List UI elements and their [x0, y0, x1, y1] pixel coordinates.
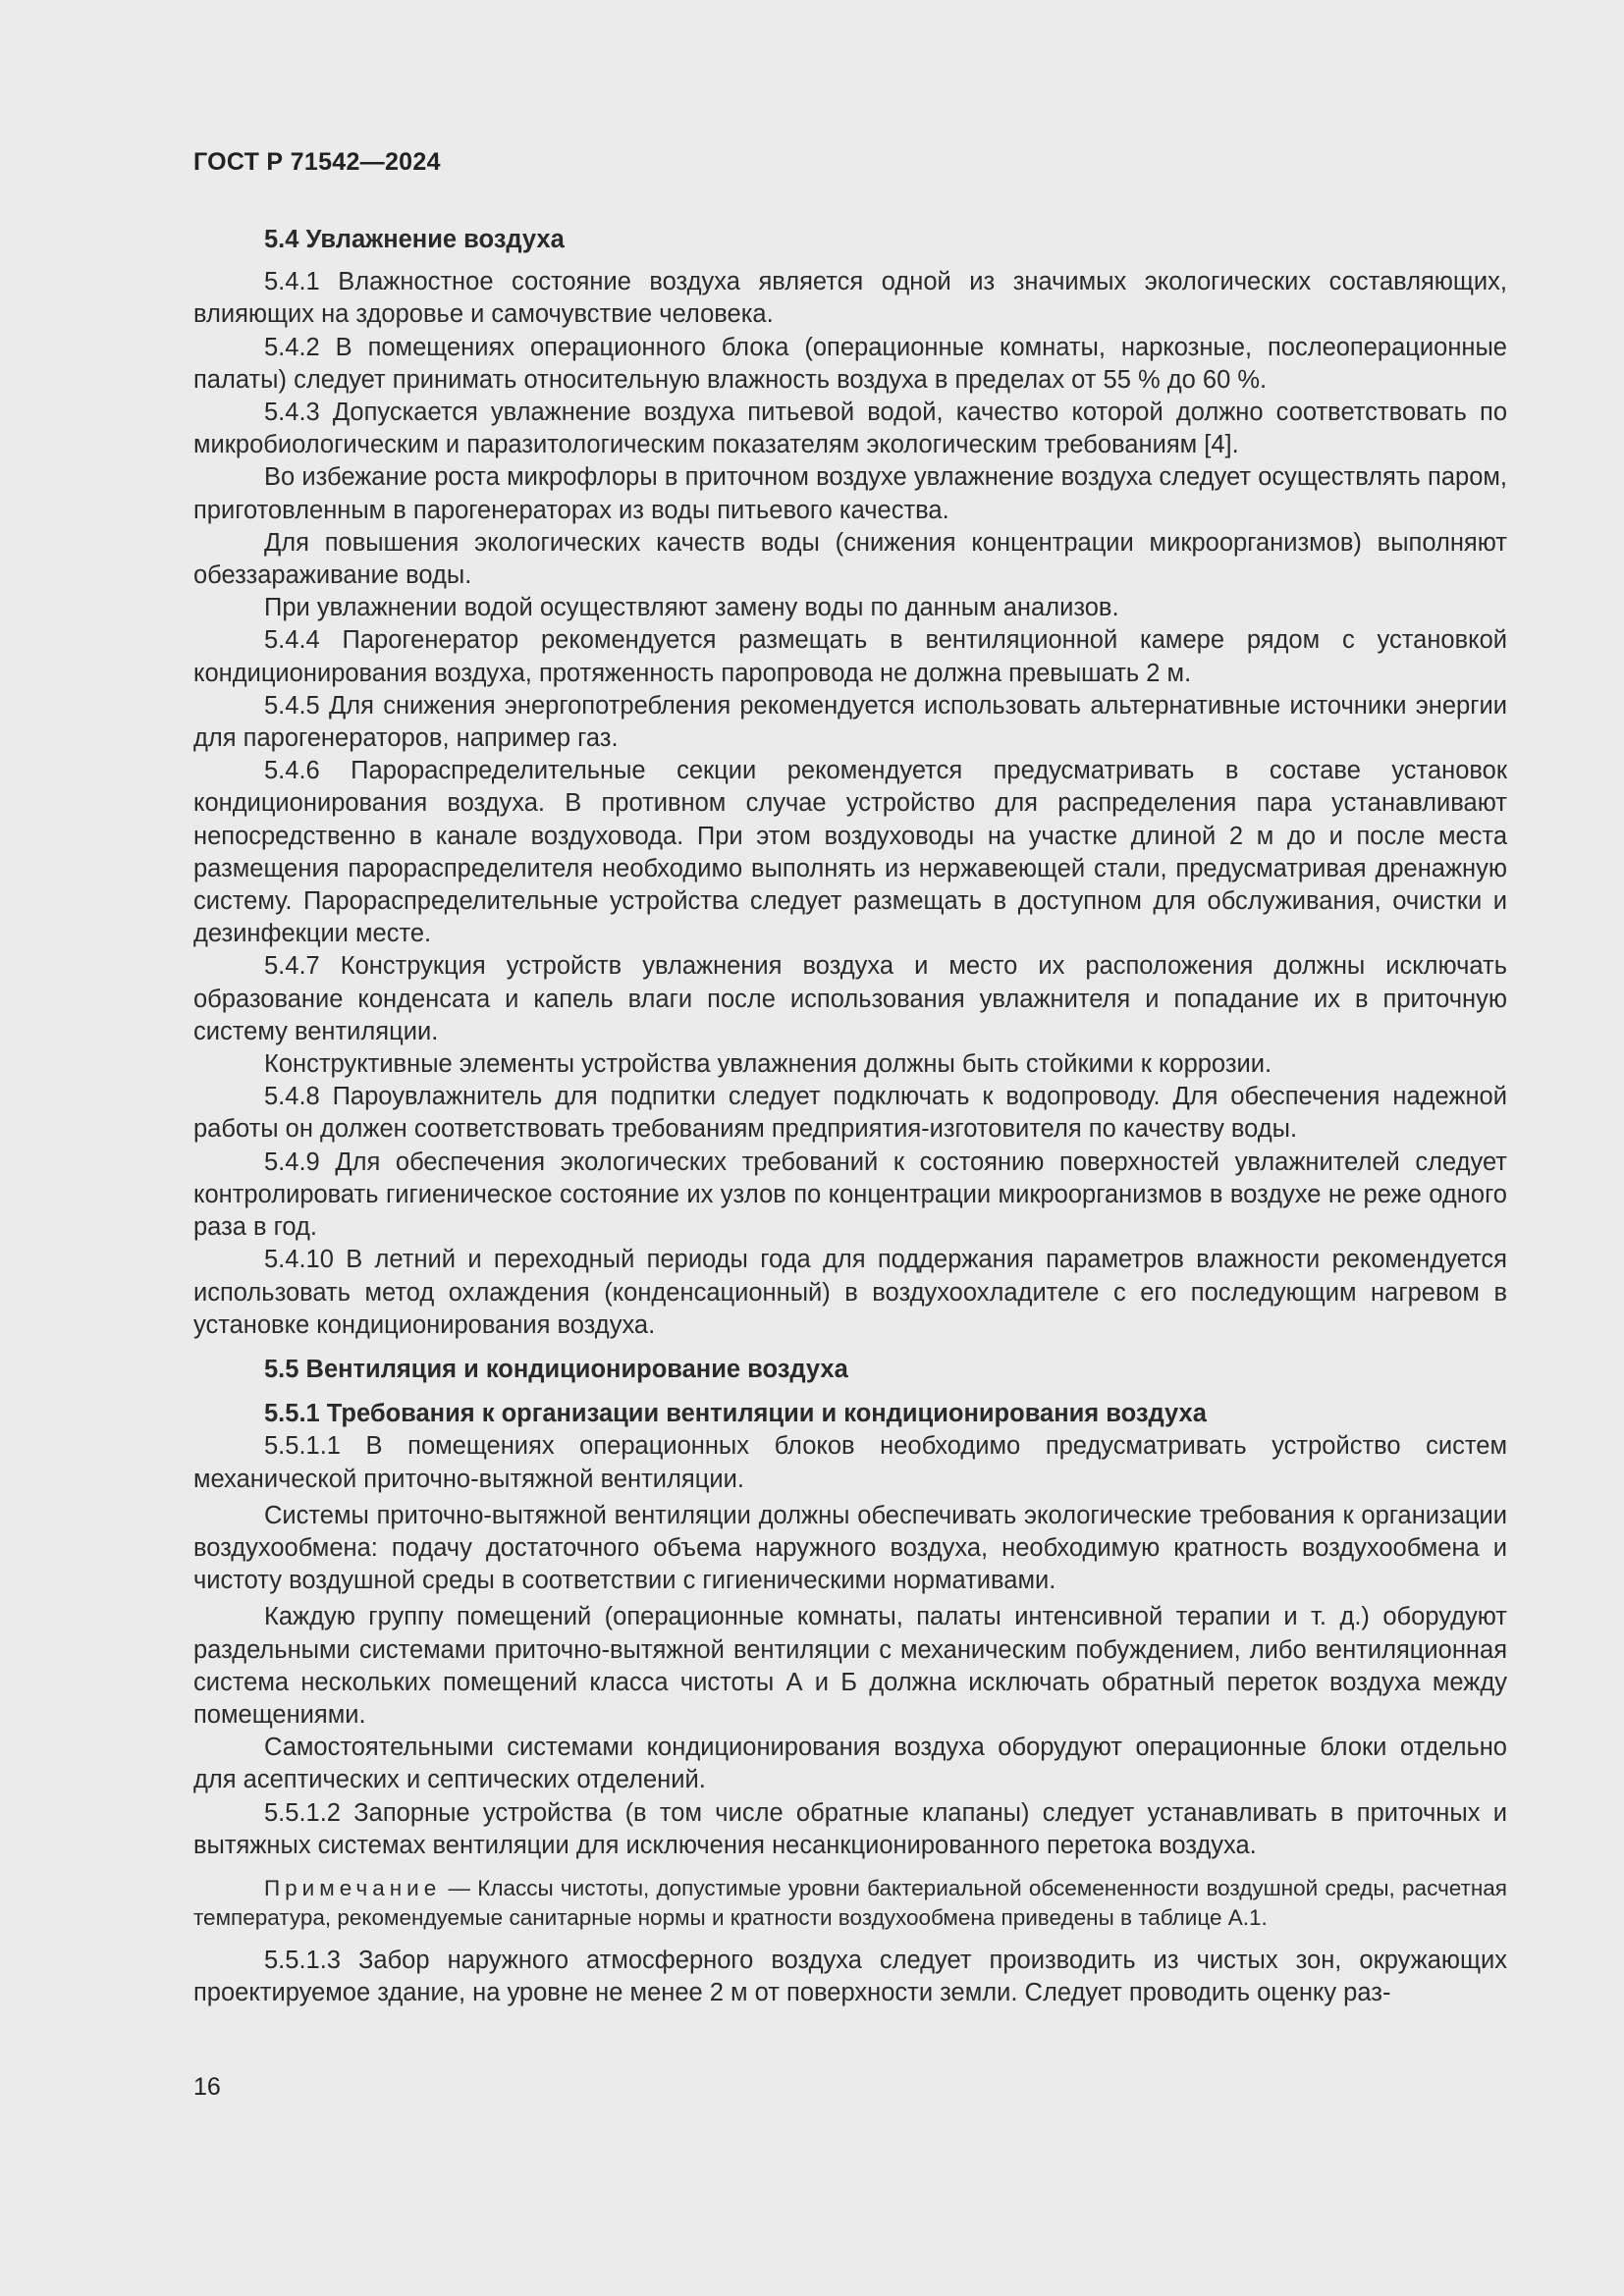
paragraph-5-4-6: 5.4.6 Парораспределительные секции рекомендуется предусматривать в составе установок кондиционирования воздуха. В противном случае устройство для распределения пара устанавливают непосредственно в канале воздуховода. При этом воздуховоды на участке длиной 2 м до и после места размещения парораспределителя необходимо выполнять из нержавеющей стали, предусматривая дренажную систему. Парораспределительные устройства следует размещать в доступном для обслуживания, очистки и дезинфекции месте.	[193, 757, 1507, 948]
section-5-5-title: 5.5 Вентиляция и кондиционирование воздуха	[264, 1355, 848, 1383]
paragraph-5-5-1-2: 5.5.1.2 Запорные устройства (в том числе обратные клапаны) следует устанавливать в приточных и вытяжных системах вентиляции для исключения несанкционированного перетока воздуха.	[193, 1798, 1507, 1859]
paragraph-5-4-2: 5.4.2 В помещениях операционного блока (операционные комнаты, наркозные, послеоперационные палаты) следует принимать относительную влажность воздуха в пределах от 55 % до 60 %.	[193, 333, 1507, 394]
paragraph-5-5-1-1: 5.5.1.1 В помещениях операционных блоков необходимо предусматривать устройство систем механической приточно-вытяжной вентиляции.	[193, 1432, 1507, 1493]
paragraph-5-4-8: 5.4.8 Пароувлажнитель для подпитки следует подключать к водопроводу. Для обеспечения надежной работы он должен соответствовать требованиям предприятия-изготовителя по качеству воды.	[193, 1083, 1507, 1144]
paragraph-5-4-7: 5.4.7 Конструкция устройств увлажнения воздуха и место их расположения должны исключать образование конденсата и капель влаги после использования увлажнителя и попадание их в приточную систему вентиляции.	[193, 952, 1507, 1045]
note-paragraph	[193, 1874, 1507, 1933]
paragraph-ventilation-systems: Системы приточно-вытяжной вентиляции должны обеспечивать экологические требования к организации воздухообмена: подачу достаточного объема наружного воздуха, необходимую кратность воздухообмена и чистоту воздушной среды в соответствии с гигиеническими нормативами.	[193, 1501, 1507, 1595]
paragraph-ac-systems: Самостоятельными системами кондиционирования воздуха оборудуют операционные блоки отдельно для асептических и септических отделений.	[193, 1734, 1507, 1794]
paragraph-microflora: Во избежание роста микрофлоры в приточном воздухе увлажнение воздуха следует осуществлять паром, приготовленным в парогенераторах из воды питьевого качества.	[193, 463, 1507, 524]
page-number: 16	[193, 2073, 221, 2101]
paragraph-5-4-5: 5.4.5 Для снижения энергопотребления рекомендуется использовать альтернативные источники энергии для парогенераторов, например газ.	[193, 691, 1507, 753]
paragraph-water-quality: Для повышения экологических качеств воды (снижения концентрации микроорганизмов) выполняют обеззараживание воды.	[193, 528, 1507, 590]
note-text: — Классы чистоты, допустимые уровни бактериальной обсемененности воздушной среды, расчетная температура, рекомендуемые санитарные нормы и кратности воздухообмена приведены в таблице А.1.	[193, 1875, 1507, 1930]
paragraph-room-groups: Каждую группу помещений (операционные комнаты, палаты интенсивной терапии и т. д.) оборудуют раздельными системами приточно-вытяжной вентиляции с механическим побуждением, либо вентиляционная система нескольких помещений класса чистоты А и Б должна исключать обратный переток воздуха между помещениями.	[193, 1603, 1507, 1729]
paragraph-5-4-9: 5.4.9 Для обеспечения экологических требований к состоянию поверхностей увлажнителей следует контролировать гигиеническое состояние их узлов по концентрации микроорганизмов в воздухе не реже одного раза в год.	[193, 1148, 1507, 1242]
section-5-5-1-title: 5.5.1 Требования к организации вентиляции и кондиционирования воздуха	[264, 1400, 1207, 1428]
paragraph-corrosion: Конструктивные элементы устройства увлажнения должны быть стойкими к коррозии.	[264, 1050, 1272, 1079]
paragraph-5-4-4: 5.4.4 Парогенератор рекомендуется размещать в вентиляционной камере рядом с установкой кондиционирования воздуха, протяженность паропровода не должна превышать 2 м.	[193, 626, 1507, 687]
paragraph-water-replacement: При увлажнении водой осуществляют замену воды по данным анализов.	[264, 594, 1119, 622]
paragraph-5-4-1: 5.4.1 Влажностное состояние воздуха является одной из значимых экологических составляющих, влияющих на здоровье и самочувствие человека.	[193, 268, 1507, 329]
section-5-4-title: 5.4 Увлажнение воздуха	[264, 226, 565, 253]
paragraph-5-5-1-3: 5.5.1.3 Забор наружного атмосферного воздуха следует производить из чистых зон, окружающих проектируемое здание, на уровне не менее 2 м от поверхности земли. Следует проводить оценку раз-	[193, 1946, 1507, 2007]
paragraph-5-4-10: 5.4.10 В летний и переходный периоды года для поддержания параметров влажности рекомендуется использовать метод охлаждения (конденсационный) в воздухоохладителе с его последующим нагревом в установке кондиционирования воздуха.	[193, 1246, 1507, 1339]
paragraph-5-4-3: 5.4.3 Допускается увлажнение воздуха питьевой водой, качество которой должно соответствовать по микробиологическим и паразитологическим показателям экологическим требованиям [4].	[193, 399, 1507, 459]
page-body	[193, 224, 1507, 2009]
document-code-header: ГОСТ Р 71542—2024	[193, 148, 441, 176]
note-label: Примечание	[264, 1875, 442, 1900]
